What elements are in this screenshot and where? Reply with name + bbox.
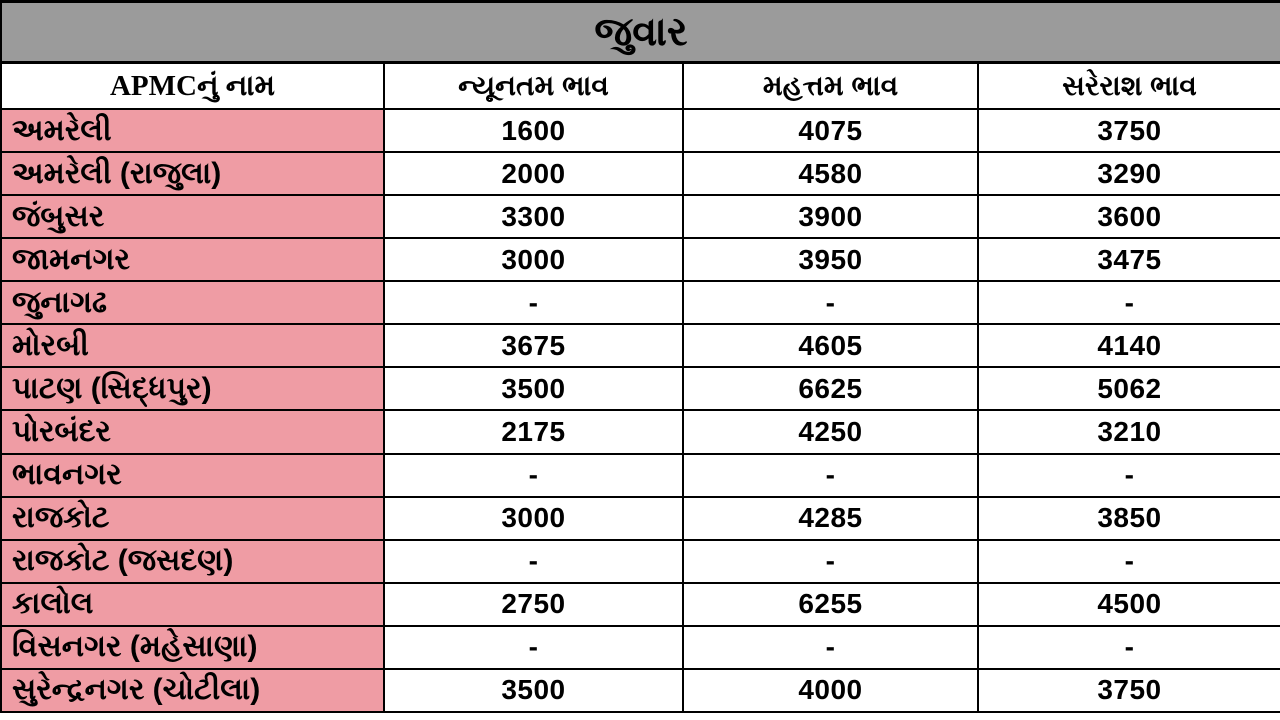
table-row (1, 324, 1280, 367)
avg-price-cell: 3210 (978, 410, 1280, 453)
apmc-name-cell: જંબુસર (1, 195, 384, 238)
min-price-cell: 3300 (384, 195, 683, 238)
apmc-name-cell: અમરેલી (રાજુલા) (1, 152, 384, 195)
table-body (1, 109, 1280, 712)
max-price-cell: 4605 (683, 324, 978, 367)
table-row (1, 626, 1280, 669)
column-header-apmc-name: APMCનું નામ (1, 63, 384, 110)
min-price-cell: 3500 (384, 367, 683, 410)
apmc-name-cell: રાજકોટ (જસદણ) (1, 540, 384, 583)
avg-price-cell: - (978, 454, 1280, 497)
max-price-cell: 4285 (683, 497, 978, 540)
title-row (1, 2, 1280, 63)
min-price-cell: 3500 (384, 669, 683, 712)
max-price-cell: 4000 (683, 669, 978, 712)
min-price-cell: 3000 (384, 238, 683, 281)
min-price-cell: 2750 (384, 583, 683, 626)
apmc-name-cell: વિસનગર (મહેસાણા) (1, 626, 384, 669)
table-row (1, 454, 1280, 497)
avg-price-cell: 5062 (978, 367, 1280, 410)
apmc-name-cell: રાજકોટ (1, 497, 384, 540)
avg-price-cell: 3850 (978, 497, 1280, 540)
table-row (1, 238, 1280, 281)
table-row (1, 281, 1280, 324)
max-price-cell: 6255 (683, 583, 978, 626)
min-price-cell: 3675 (384, 324, 683, 367)
min-price-cell: 1600 (384, 109, 683, 152)
apmc-name-cell: ભાવનગર (1, 454, 384, 497)
table-row (1, 195, 1280, 238)
apmc-name-cell: જુનાગઢ (1, 281, 384, 324)
column-header-max-price: મહત્તમ ભાવ (683, 63, 978, 110)
min-price-cell: - (384, 281, 683, 324)
table-row (1, 367, 1280, 410)
commodity-title: જુવાર (1, 2, 1280, 63)
table-row (1, 583, 1280, 626)
max-price-cell: 4075 (683, 109, 978, 152)
min-price-cell: 2000 (384, 152, 683, 195)
table-row (1, 152, 1280, 195)
apmc-name-cell: પાટણ (સિદ્ધપુર) (1, 367, 384, 410)
max-price-cell: 6625 (683, 367, 978, 410)
max-price-cell: - (683, 454, 978, 497)
header-row (1, 63, 1280, 110)
avg-price-cell: 3475 (978, 238, 1280, 281)
max-price-cell: 4250 (683, 410, 978, 453)
column-header-avg-price: સરેરાશ ભાવ (978, 63, 1280, 110)
max-price-cell: - (683, 626, 978, 669)
min-price-cell: - (384, 454, 683, 497)
max-price-cell: - (683, 540, 978, 583)
avg-price-cell: - (978, 626, 1280, 669)
table-row (1, 540, 1280, 583)
min-price-cell: 2175 (384, 410, 683, 453)
max-price-cell: 3950 (683, 238, 978, 281)
avg-price-cell: 3750 (978, 109, 1280, 152)
apmc-name-cell: પોરબંદર (1, 410, 384, 453)
table-row (1, 410, 1280, 453)
apmc-name-cell: કાલોલ (1, 583, 384, 626)
table-row (1, 109, 1280, 152)
table-row (1, 497, 1280, 540)
min-price-cell: - (384, 626, 683, 669)
min-price-cell: - (384, 540, 683, 583)
apmc-name-cell: સુરેન્દ્રનગર (ચોટીલા) (1, 669, 384, 712)
max-price-cell: 4580 (683, 152, 978, 195)
avg-price-cell: 4500 (978, 583, 1280, 626)
apmc-name-cell: મોરબી (1, 324, 384, 367)
max-price-cell: - (683, 281, 978, 324)
apmc-name-cell: જામનગર (1, 238, 384, 281)
max-price-cell: 3900 (683, 195, 978, 238)
avg-price-cell: - (978, 281, 1280, 324)
min-price-cell: 3000 (384, 497, 683, 540)
avg-price-cell: 3750 (978, 669, 1280, 712)
avg-price-cell: 3290 (978, 152, 1280, 195)
column-header-min-price: ન્યૂનતમ ભાવ (384, 63, 683, 110)
table-row (1, 669, 1280, 712)
apmc-name-cell: અમરેલી (1, 109, 384, 152)
avg-price-cell: 4140 (978, 324, 1280, 367)
avg-price-cell: - (978, 540, 1280, 583)
avg-price-cell: 3600 (978, 195, 1280, 238)
